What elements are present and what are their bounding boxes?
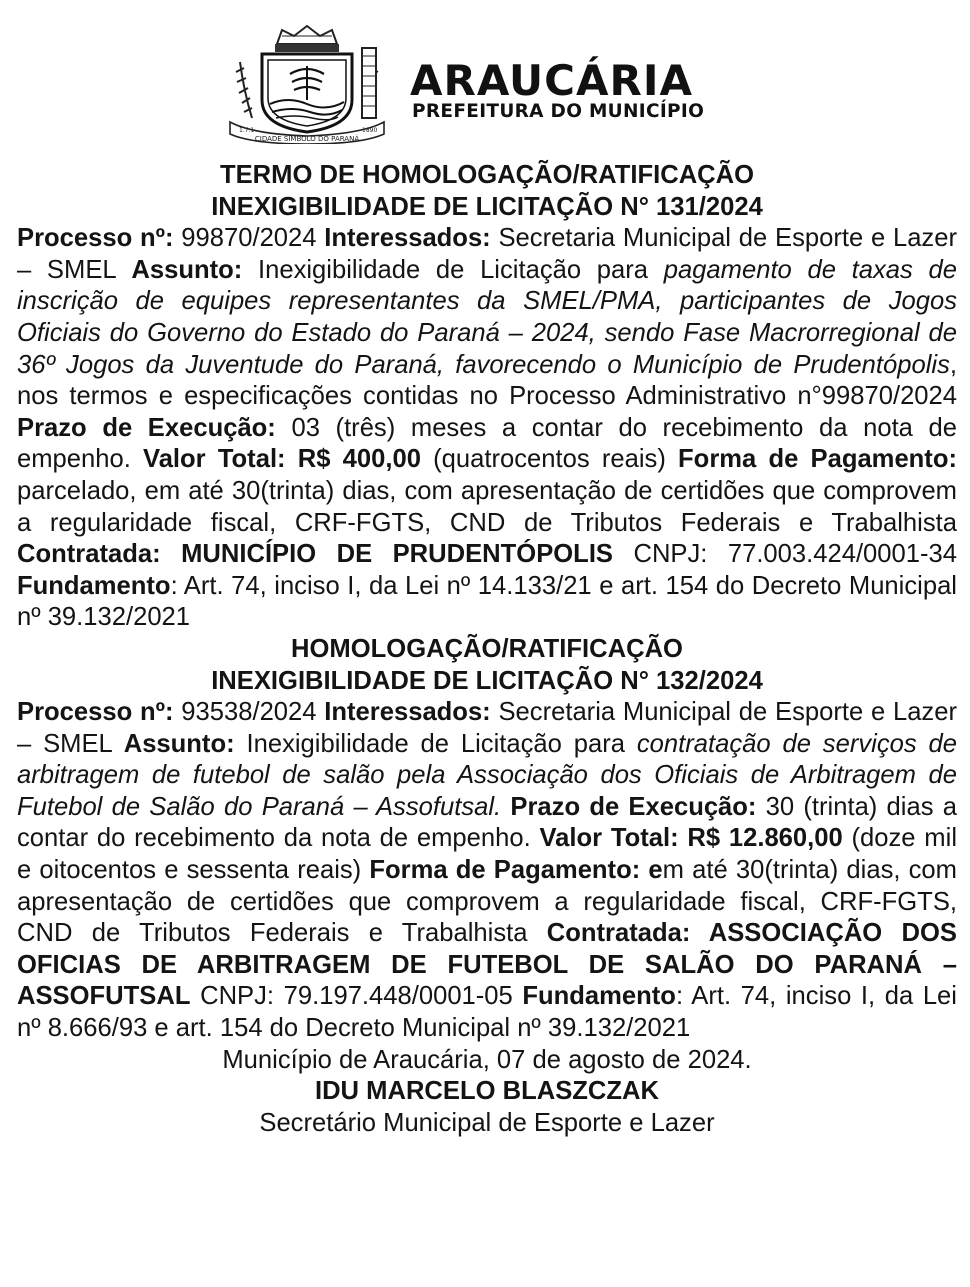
crest-ribbon-text: CIDADE SÍMBOLO DO PARANÁ (254, 135, 360, 143)
doc2-prazo-value: 30 (trinta) dias a contar do recebimento da nota de empenho. (17, 792, 957, 853)
doc2-fundamento-value: : Art. 74, inciso I, da Lei nº 8.666/93 e art. 154 do Decreto Municipal nº 39.132/2021 (17, 982, 957, 1043)
doc1-assunto-value: Inexigibilidade de Licitação para (242, 255, 664, 284)
document-body (17, 160, 957, 1139)
doc1-assunto-label: Assunto: (131, 255, 243, 284)
doc2-title-line1: HOMOLOGAÇÃO/RATIFICAÇÃO (291, 634, 683, 663)
doc1-interessados-value: Secretaria Municipal de Esporte e Lazer – SMEL (17, 224, 957, 284)
doc2-valor-value: (doze mil e oitocentos e sessenta reais) (17, 824, 958, 885)
doc1-valor-label: Valor Total: R$ 400,00 (143, 445, 421, 474)
doc1-cnpj-value: CNPJ: 77.003.424/0001-34 (613, 540, 957, 569)
doc2-cnpj-value: CNPJ: 79.197.448/0001-05 (190, 982, 523, 1011)
doc1-processo-label: Processo nº: (17, 224, 174, 253)
doc1-fundamento-label: Fundamento (17, 571, 171, 600)
doc1-title-line2: INEXIGIBILIDADE DE LICITAÇÃO N° 131/2024 (211, 192, 763, 221)
crest-year-left: 1.7.1 (239, 127, 255, 134)
doc2-processo-label: Processo nº: (17, 698, 174, 727)
doc2-title-line2: INEXIGIBILIDADE DE LICITAÇÃO N° 132/2024 (211, 666, 763, 695)
doc2-processo-value: 93538/2024 (173, 698, 325, 727)
doc2-interessados-label: Interessados: (324, 698, 491, 727)
doc1-prazo-value: 03 (três) meses a contar do recebimento da nota de empenho. (17, 413, 958, 474)
doc1-paragraph (17, 223, 957, 634)
doc1-contratada-label: Contratada: MUNICÍPIO DE PRUDENTÓPOLIS (17, 540, 614, 569)
doc2-fundamento-label: Fundamento (522, 982, 676, 1011)
doc1-processo-value: 99870/2024 (173, 224, 325, 253)
place-date: Município de Araucária, 07 de agosto de 2024. (222, 1045, 752, 1074)
doc2-paragraph (17, 697, 957, 1045)
coat-of-arms-icon (222, 22, 392, 144)
doc2-valor-label: Valor Total: R$ 12.860,00 (539, 824, 843, 853)
doc2-forma-label: Forma de Pagamento: e (369, 856, 663, 885)
doc2-contratada-label: Contratada: ASSOCIAÇÃO DOS OFICIAS DE ARBITRAGEM DE FUTEBOL DE SALÃO DO PARANÁ – ASSOFUTSAL (17, 919, 957, 1011)
doc2-assunto-value: Inexigibilidade de Licitação para (234, 729, 637, 758)
brand-name: ARAUCÁRIA (410, 56, 693, 105)
doc1-forma-value: parcelado, em até 30(trinta) dias, com apresentação de certidões que comprovem a regularidade fiscal, CRF-FGTS, CND de Tributos Federais e Trabalhista (17, 476, 957, 537)
signer-name: IDU MARCELO BLASZCZAK (314, 1077, 660, 1106)
header (222, 22, 762, 144)
brand-subtitle: PREFEITURA DO MUNICÍPIO (412, 101, 705, 122)
crest-year-right: 1890 (362, 127, 378, 134)
doc2-assunto-label: Assunto: (123, 729, 235, 758)
doc1-title-line1: TERMO DE HOMOLOGAÇÃO/RATIFICAÇÃO (219, 161, 755, 189)
doc2-prazo-label: Prazo de Execução: (501, 792, 757, 821)
doc1-assunto-tail: , nos termos e especificações contidas no Processo Administrativo n°99870/2024 (17, 350, 957, 411)
doc1-prazo-label: Prazo de Execução: (17, 413, 276, 442)
doc1-fundamento-value: : Art. 74, inciso I, da Lei nº 14.133/21 e art. 154 do Decreto Municipal nº 39.132/2021 (17, 571, 957, 632)
doc2-interessados-value: Secretaria Municipal de Esporte e Lazer – SMEL (17, 698, 957, 758)
doc1-assunto-object: pagamento de taxas de inscrição de equipes representantes da SMEL/PMA, participantes de Jogos Oficiais do Governo do Estado do Paraná – 2024, sendo Fase Macrorregional de 36º Jogos da Juventude do Paraná, favorecendo o Município de Prudentópolis (17, 255, 957, 379)
doc2-forma-value: m até 30(trinta) dias, com apresentação de certidões que comprovem a regularidade fiscal, CRF-FGTS, CND de Tributos Federais e Trabalhista (17, 856, 957, 948)
doc2-assunto-object: contratação de serviços de arbitragem de futebol de salão pela Associação dos Oficiais de Arbitragem de Futebol de Salão do Paraná – Assofutsal. (17, 729, 957, 821)
doc1-forma-label: Forma de Pagamento: (678, 445, 957, 474)
doc1-interessados-label: Interessados: (324, 224, 491, 253)
doc1-valor-value: (quatrocentos reais) (420, 445, 679, 474)
signer-role: Secretário Municipal de Esporte e Lazer (259, 1108, 715, 1137)
